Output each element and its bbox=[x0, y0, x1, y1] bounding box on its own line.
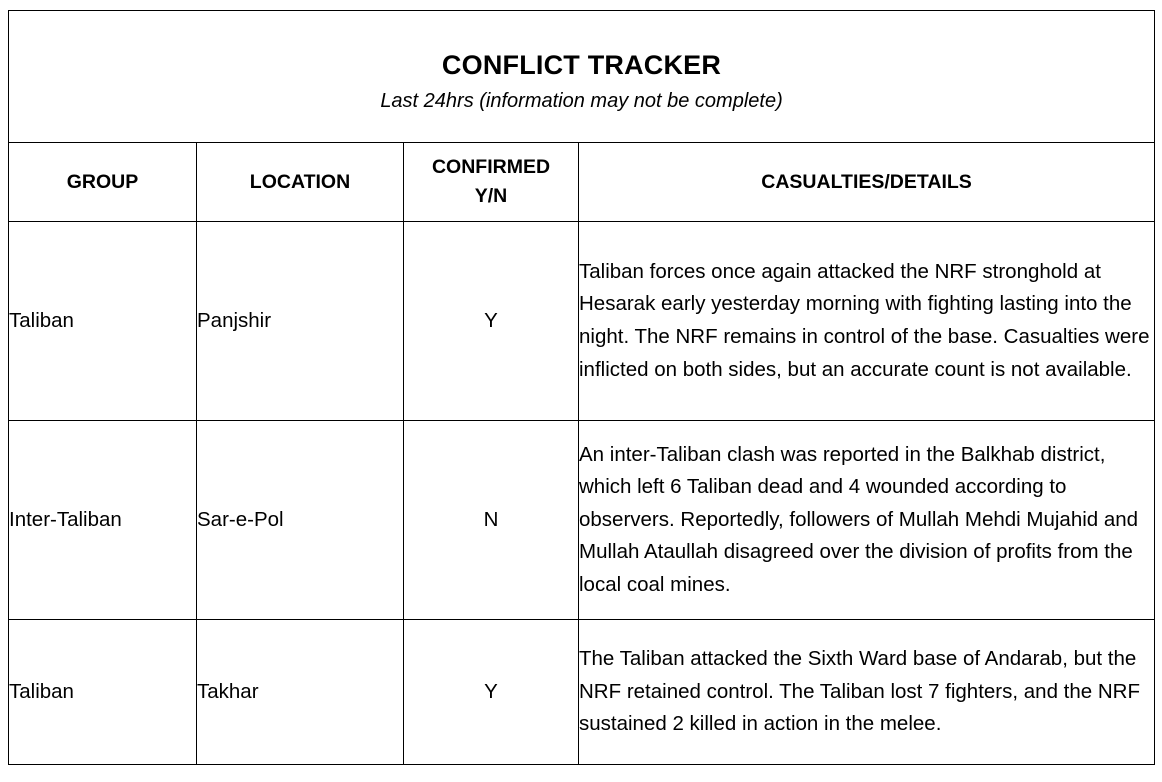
column-header-group: GROUP bbox=[9, 143, 197, 222]
title-row bbox=[9, 11, 1155, 143]
column-header-row bbox=[9, 143, 1155, 222]
location-cell: Takhar bbox=[197, 620, 404, 765]
table-row bbox=[9, 222, 1155, 421]
location-cell: Panjshir bbox=[197, 222, 404, 421]
column-header-confirmed bbox=[404, 143, 579, 222]
table-row bbox=[9, 620, 1155, 765]
details-cell: The Taliban attacked the Sixth Ward base of Andarab, but the NRF retained control. The Taliban lost 7 fighters, and the NRF sustained 2 killed in action in the melee. bbox=[579, 620, 1155, 765]
conflict-tracker-table bbox=[8, 10, 1155, 765]
confirmed-cell: N bbox=[404, 421, 579, 620]
column-header-details: CASUALTIES/DETAILS bbox=[579, 143, 1155, 222]
group-cell: Inter-Taliban bbox=[9, 421, 197, 620]
location-cell: Sar-e-Pol bbox=[197, 421, 404, 620]
group-cell: Taliban bbox=[9, 222, 197, 421]
details-cell: An inter-Taliban clash was reported in the Balkhab district, which left 6 Taliban dead and 4 wounded according to observers. Reportedly, followers of Mullah Mehdi Mujahid and Mullah Ataullah disagreed over the division of profits from the local coal mines. bbox=[579, 421, 1155, 620]
page-subtitle: Last 24hrs (information may not be complete) bbox=[380, 90, 783, 112]
title-cell bbox=[9, 11, 1155, 143]
column-header-location: LOCATION bbox=[197, 143, 404, 222]
column-header-confirmed-line2: Y/N bbox=[474, 185, 508, 207]
confirmed-cell: Y bbox=[404, 620, 579, 765]
column-header-confirmed-line1: CONFIRMED bbox=[431, 156, 551, 178]
page-title: CONFLICT TRACKER bbox=[441, 50, 722, 80]
details-cell: Taliban forces once again attacked the NRF stronghold at Hesarak early yesterday morning with fighting lasting into the night. The NRF remains in control of the base. Casualties were inflicted on both sides, but an accurate count is not available. bbox=[579, 222, 1155, 421]
confirmed-cell: Y bbox=[404, 222, 579, 421]
table-row bbox=[9, 421, 1155, 620]
group-cell: Taliban bbox=[9, 620, 197, 765]
